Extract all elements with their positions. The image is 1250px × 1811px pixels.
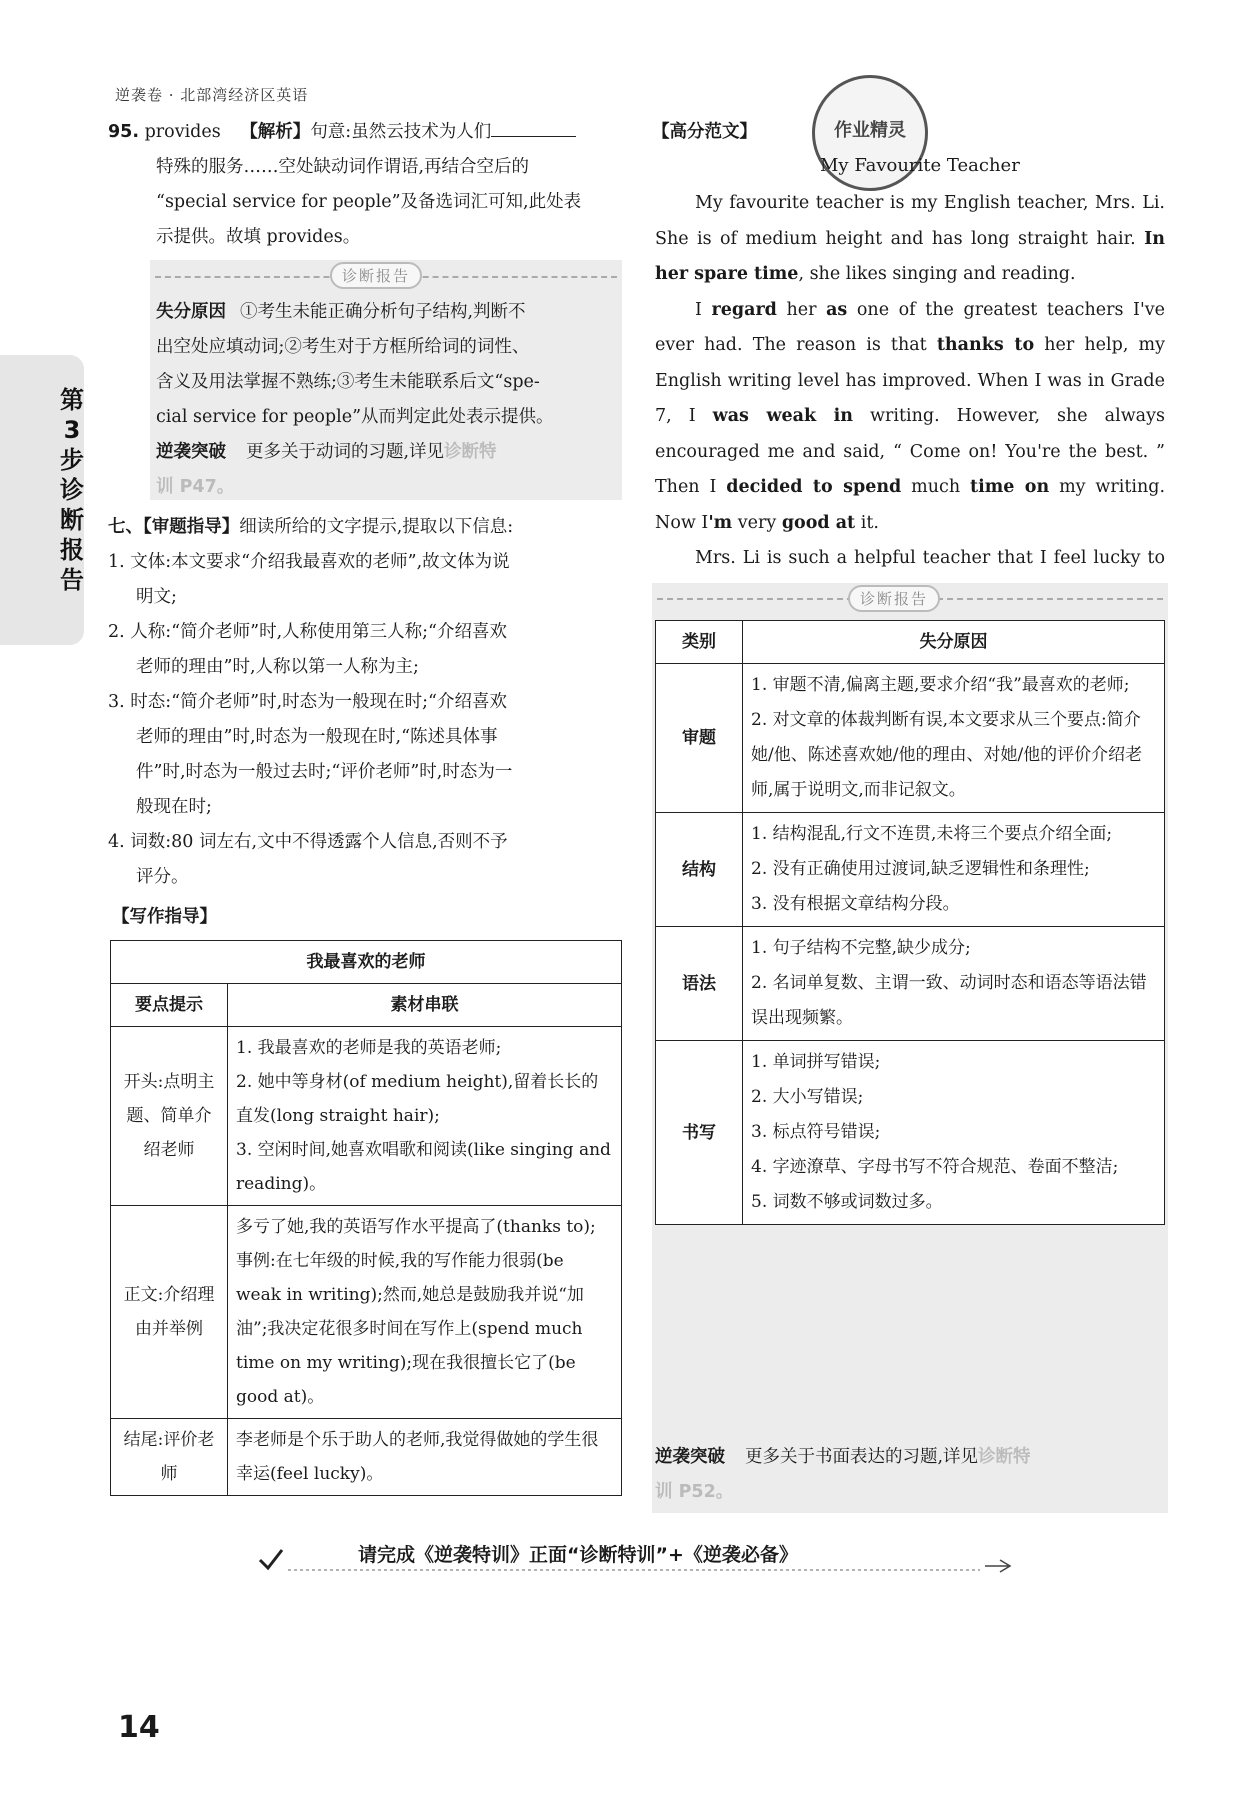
essay-paragraph: Mrs. Li is such a helpful teacher that I feel lucky to	[695, 548, 1165, 568]
reason-line: 含义及用法掌握不熟练;③考生未能联系后文“spe-	[156, 372, 540, 392]
diagnosis-text-1	[156, 295, 620, 505]
footer-banner	[240, 1538, 1020, 1578]
writing-guide-title: 【写作指导】	[112, 907, 217, 927]
category-cell: 审题	[656, 664, 743, 813]
breakthrough-ref: 训 P52。	[655, 1482, 734, 1502]
table-row	[656, 813, 1165, 927]
table-row	[656, 927, 1165, 1041]
column-header: 要点提示	[111, 984, 228, 1027]
essay-title: My Favourite Teacher	[820, 155, 1020, 176]
table-row	[111, 1206, 622, 1419]
q95-line4: 示提供。故填 provides。	[156, 227, 361, 247]
list-item: 2. 人称:“简介老师”时,人称使用第三人称;“介绍喜欢	[108, 622, 507, 642]
point-cell: 开头:点明主题、简单介绍老师	[111, 1027, 228, 1206]
reason-line: cial service for people”从而判定此处表示提供。	[156, 407, 554, 427]
model-essay-tag: 【高分范文】	[652, 122, 757, 142]
q95-line3: “special service for people”及备选词汇可知,此处表	[156, 192, 582, 212]
q95-explanation	[108, 115, 623, 255]
point-cell: 结尾:评价老师	[111, 1419, 228, 1496]
breakthrough-ref: 诊断特	[978, 1447, 1031, 1467]
breakthrough-text: 更多关于书面表达的习题,详见	[745, 1447, 979, 1467]
list-item-cont: 件”时,时态为一般过去时;“评价老师”时,时态为一	[136, 762, 513, 782]
stamp-text: 作业精灵	[834, 120, 906, 141]
list-item-cont: 评分。	[136, 867, 189, 887]
category-cell: 语法	[656, 927, 743, 1041]
table-title: 我最喜欢的老师	[111, 941, 622, 984]
list-item-cont: 明文;	[136, 587, 177, 607]
column-header: 类别	[656, 621, 743, 664]
page-number: 14	[118, 1710, 160, 1745]
list-item: 1. 文体:本文要求“介绍我最喜欢的老师”,故文体为说	[108, 552, 510, 572]
q95-number: 95.	[108, 122, 140, 142]
blank-line	[491, 122, 576, 137]
category-cell: 书写	[656, 1041, 743, 1225]
reason-line: 出空处应填动词;②考生对于方框所给词的词性、	[156, 337, 530, 357]
breakthrough-title: 逆袭突破	[156, 442, 226, 462]
writing-guide-table	[110, 940, 622, 1496]
q95-answer: provides	[144, 122, 221, 142]
column-header: 素材串联	[228, 984, 622, 1027]
reason-line: ①考生未能正确分析句子结构,判断不	[240, 302, 526, 322]
model-essay	[655, 186, 1165, 612]
q95-line1: 句意:虽然云技术为人们	[310, 122, 492, 142]
list-item: 3. 时态:“简介老师”时,时态为一般现在时;“介绍喜欢	[108, 692, 507, 712]
side-tab-label: 第3步 诊断报告	[60, 386, 84, 594]
breakthrough-text: 更多关于动词的习题,详见	[246, 442, 445, 462]
section7-title: 七、【审题指导】	[108, 517, 240, 537]
reason-cell: 1. 审题不清,偏离主题,要求介绍“我”最喜欢的老师; 2. 对文章的体裁判断有误,本文要求从三个要点:简介她/他、陈述喜欢她/他的理由、对她/他的评价介绍老师,属于说明文,而非记叙文。	[743, 664, 1165, 813]
reason-cell: 1. 单词拼写错误; 2. 大小写错误; 3. 标点符号错误; 4. 字迹潦草、字母书写不符合规范、卷面不整洁; 5. 词数不够或词数过多。	[743, 1041, 1165, 1225]
q95-line2: 特殊的服务……空处缺动词作谓语,再结合空后的	[156, 157, 530, 177]
material-cell: 李老师是个乐于助人的老师,我觉得做她的学生很幸运(feel lucky)。	[228, 1419, 622, 1496]
table-row	[656, 1041, 1165, 1225]
diagnosis-label-2: 诊断报告	[848, 585, 940, 612]
breakthrough-ref: 诊断特	[444, 442, 497, 462]
footer-text: 请完成《逆袭特训》正面“诊断特训”+《逆袭必备》	[358, 1544, 798, 1566]
q95-tag: 【解析】	[240, 122, 311, 142]
diagnosis-label-1: 诊断报告	[330, 262, 422, 289]
list-item: 4. 词数:80 词左右,文中不得透露个人信息,否则不予	[108, 832, 508, 852]
reason-cell: 1. 结构混乱,行文不连贯,未将三个要点介绍全面; 2. 没有正确使用过渡词,缺乏逻辑性和条理性; 3. 没有根据文章结构分段。	[743, 813, 1165, 927]
column-header: 失分原因	[743, 621, 1165, 664]
breakthrough-2	[655, 1440, 1165, 1510]
list-item-cont: 老师的理由”时,人称以第一人称为主;	[136, 657, 419, 677]
section7-guidance	[108, 510, 628, 895]
table-row	[656, 664, 1165, 813]
category-cell: 结构	[656, 813, 743, 927]
diagnosis-table	[655, 620, 1165, 1225]
reason-cell: 1. 句子结构不完整,缺少成分; 2. 名词单复数、主谓一致、动词时态和语态等语法错误出现频繁。	[743, 927, 1165, 1041]
table-row	[111, 1419, 622, 1496]
list-item-cont: 老师的理由”时,时态为一般现在时,“陈述具体事	[136, 727, 498, 747]
breakthrough-title: 逆袭突破	[655, 1447, 725, 1467]
table-row	[111, 1027, 622, 1206]
page-header: 逆袭卷 · 北部湾经济区英语	[115, 86, 309, 104]
list-item-cont: 般现在时;	[136, 797, 212, 817]
essay-paragraph: My favourite teacher is my English teacher, Mrs. Li. She is of medium height and has long straight hair. In her spare time, she likes singing and reading.	[655, 193, 1165, 284]
material-cell: 多亏了她,我的英语写作水平提高了(thanks to); 事例:在七年级的时候,我的写作能力很弱(be weak in writing);然而,她总是鼓励我并说“加油”;我决定花很多时间在写作上(spend much time on my writing);现在我很擅长它了(be good at)。	[228, 1206, 622, 1419]
reason-title: 失分原因	[156, 302, 226, 322]
check-icon	[260, 1550, 282, 1568]
section7-intro: 细读所给的文字提示,提取以下信息:	[239, 517, 514, 537]
breakthrough-ref: 训 P47。	[156, 477, 235, 497]
point-cell: 正文:介绍理由并举例	[111, 1206, 228, 1419]
material-cell: 1. 我最喜欢的老师是我的英语老师; 2. 她中等身材(of medium height),留着长长的直发(long straight hair); 3. 空闲时间,她喜欢唱歌和阅读(like singing and reading)。	[228, 1027, 622, 1206]
essay-paragraph: I regard her as one of the greatest teachers I've ever had. The reason is that thanks to her help, my English writing level has improved. When I was in Grade 7, I was weak in writing. However, she always encouraged me and said, “ Come on! You're the best. ” Then I decided to spend much time on my writing. Now I'm very good at it.	[655, 299, 1166, 533]
arrow-icon	[985, 1560, 1010, 1572]
